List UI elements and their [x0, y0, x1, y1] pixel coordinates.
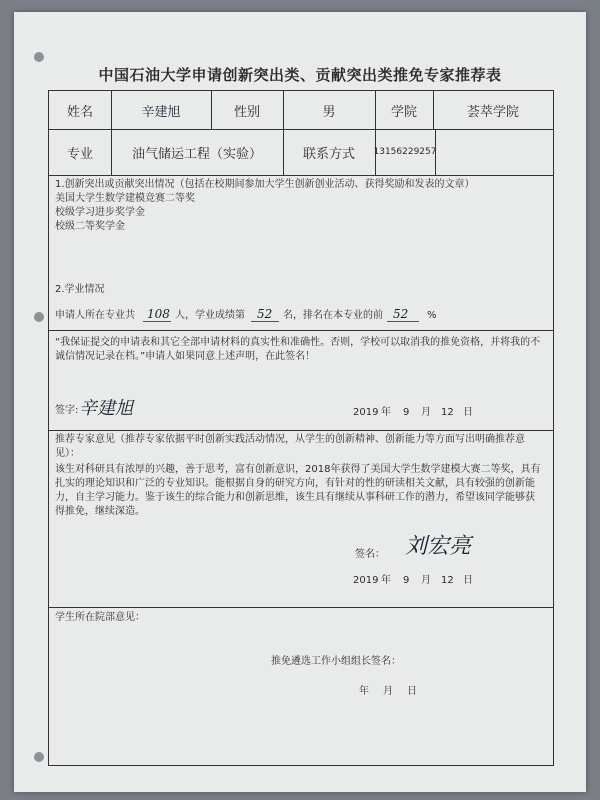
- academic-prefix: 申请人所在专业共: [55, 310, 135, 321]
- academic-heading: 2.学业情况: [55, 284, 105, 295]
- punch-hole: [34, 52, 44, 62]
- major-label: 专业: [66, 146, 93, 162]
- gender-value: 男: [322, 104, 336, 120]
- info-row-1: [49, 91, 553, 130]
- form-table: [48, 90, 554, 766]
- declaration-month-unit: 月: [421, 407, 431, 418]
- academic-rank: 52: [257, 307, 273, 321]
- declaration-year: 2019: [353, 407, 379, 418]
- recommendation-year-unit: 年: [381, 575, 391, 586]
- declaration-month: 9: [403, 407, 410, 418]
- college-label: 学院: [390, 104, 417, 120]
- achievement-item: 校级二等奖学金: [55, 221, 125, 232]
- name-value: 辛建旭: [141, 104, 181, 120]
- major-total-count: 108: [147, 307, 170, 321]
- recommendation-year: 2019: [353, 575, 379, 586]
- achievements-heading: 1.创新突出或贡献突出情况（包括在校期间参加大学生创新创业活动、获得奖励和发表的文章）: [55, 179, 475, 190]
- punch-hole: [34, 312, 44, 322]
- expert-signature: 刘宏亮: [405, 534, 472, 559]
- recommendation-day-unit: 日: [463, 575, 473, 586]
- declaration-text: “我保证提交的申请表和其它全部申请材料的真实性和准确性。否则，学校可以取消我的推免资格，并将我的不诚信情况记录在档。”申请人如果同意上述声明，在此签名！: [55, 337, 541, 362]
- name-label: 姓名: [66, 104, 93, 120]
- department-day-unit: 日: [407, 686, 417, 697]
- contact-value: 13156229257: [373, 147, 437, 157]
- department-year-unit: 年: [359, 686, 369, 697]
- recommendation-month-unit: 月: [421, 575, 431, 586]
- contact-label: 联系方式: [302, 146, 355, 162]
- expert-sign-label: 签名：: [355, 549, 385, 560]
- achievement-item: 校级学习进步奖学金: [55, 207, 145, 218]
- recommendation-day: 12: [441, 575, 454, 586]
- department-month-unit: 月: [383, 686, 393, 697]
- major-value: 油气储运工程（实验）: [131, 146, 262, 162]
- gender-label: 性别: [233, 104, 260, 120]
- academic-percent: 52: [393, 307, 409, 321]
- recommendation-month: 9: [403, 575, 410, 586]
- department-section: [49, 607, 553, 765]
- achievements-section: [49, 175, 553, 331]
- recommendation-section: [49, 430, 553, 608]
- academic-percent-sign: %: [427, 310, 437, 321]
- applicant-sign-label: 签字:: [55, 405, 79, 416]
- department-heading: 学生所在院部意见：: [55, 612, 145, 623]
- academic-mid-1: 人，学业成绩第: [175, 310, 245, 321]
- declaration-day-unit: 日: [463, 407, 473, 418]
- applicant-signature: 辛建旭: [79, 398, 133, 419]
- declaration-year-unit: 年: [381, 407, 391, 418]
- recommendation-body: 该生对科研具有浓厚的兴趣，善于思考，富有创新意识，2018年获得了美国大学生数学建模大赛二等奖，具有扎实的理论知识和广泛的专业知识。能根据自身的研究方向，有针对的性的研读相关文献，具有较强的创新能力，自主学习能力。鉴于该生的综合能力和创新思维，该生具有继续从事科研工作的潜力，希望该同学能够获得推免，继续深造。: [55, 464, 541, 517]
- college-value: 荟萃学院: [466, 104, 519, 120]
- punch-hole: [34, 752, 44, 762]
- info-row-2: [49, 129, 553, 176]
- form-title: 中国石油大学申请创新突出类、贡献突出类推免专家推荐表: [98, 66, 502, 84]
- academic-mid-2: 名，排名在本专业的前: [283, 310, 383, 321]
- group-leader-sign-label: 推免遴选工作小组组长签名：: [271, 656, 401, 667]
- declaration-section: [49, 330, 553, 431]
- declaration-day: 12: [441, 407, 454, 418]
- recommendation-heading: 推荐专家意见（推荐专家依据平时创新实践活动情况，从学生的创新精神、创新能力等方面写出明确推荐意见）：: [55, 434, 525, 459]
- achievement-item: 美国大学生数学建模竞赛二等奖: [55, 193, 195, 204]
